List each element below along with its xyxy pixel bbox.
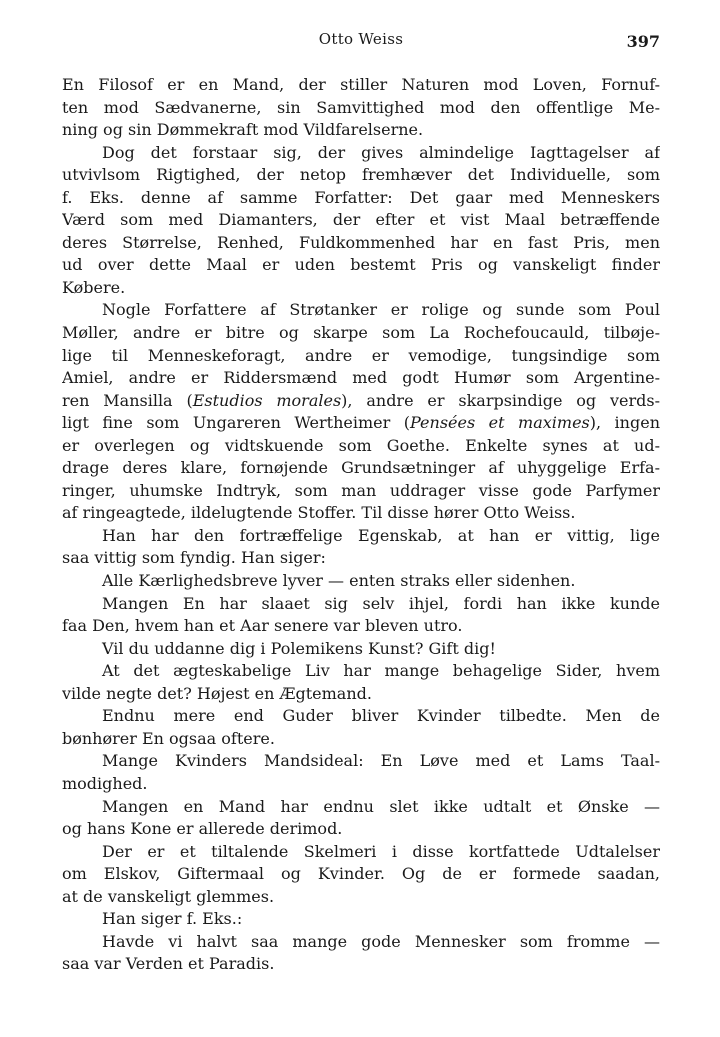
running-title: Otto Weiss xyxy=(318,30,404,48)
text-line: utvivlsom Rigtighed, der netop fremhæver det Individuelle, som xyxy=(62,165,660,185)
text-line: Købere. xyxy=(62,277,126,297)
text-line: saa vittig som fyndig. Han siger: xyxy=(62,548,326,568)
text-line: Endnu mere end Guder bliver Kvinder tilbedte. Men de xyxy=(102,706,660,726)
text-line: om Elskov, Giftermaal og Kvinder. Og de er formede saadan, xyxy=(62,864,660,884)
text-line: Alle Kærlighedsbreve lyver — enten straks eller sidenhen. xyxy=(102,571,576,591)
text-line: Mangen En har slaaet sig selv ihjel, fordi han ikke kunde xyxy=(102,593,660,613)
page-number: 397 xyxy=(626,32,660,51)
text-line: at de vanskeligt glemmes. xyxy=(62,886,275,906)
text-line: Værd som med Diamanters, der efter et vist Maal betræffende xyxy=(62,210,660,230)
text-line: ning og sin Dømmekraft mod Vildfarelserne. xyxy=(62,120,424,140)
text-line: saa var Verden et Paradis. xyxy=(62,954,275,974)
text-line: ten mod Sædvanerne, sin Samvittighed mod den offentlige Me- xyxy=(62,97,660,117)
text-line: ringer, uhumske Indtryk, som man uddrager visse gode Parfymer xyxy=(62,480,660,500)
text-line: Amiel, andre er Riddersmænd med godt Humør som Argentine- xyxy=(62,368,660,388)
text-line: bønhører En ogsaa oftere. xyxy=(62,728,275,748)
text-line: af ringeagtede, ildelugtende Stoffer. Til disse hører Otto Weiss. xyxy=(62,503,576,523)
text-line: faa Den, hvem han et Aar senere var bleven utro. xyxy=(62,616,463,636)
text-line: Mangen en Mand har endnu slet ikke udtalt et Ønske — xyxy=(102,796,660,816)
text-line: At det ægteskabelige Liv har mange behagelige Sider, hvem xyxy=(102,661,660,681)
text-line: Nogle Forfattere af Strøtanker er rolige og sunde som Poul xyxy=(102,300,660,320)
text-line: Havde vi halvt saa mange gode Mennesker som fromme — xyxy=(102,931,660,951)
text-line: Møller, andre er bitre og skarpe som La Rochefoucauld, tilbøje- xyxy=(62,323,660,343)
text-line: f. Eks. denne af samme Forfatter: Det gaar med Menneskers xyxy=(62,187,660,207)
body-text xyxy=(62,74,660,976)
text-line: ligt fine som Ungareren Wertheimer (Pensées et maximes), ingen xyxy=(62,413,660,433)
text-line: Han siger f. Eks.: xyxy=(102,909,243,929)
text-line: er overlegen og vidtskuende som Goethe. Enkelte synes at ud- xyxy=(62,435,660,455)
text-line: modighed. xyxy=(62,773,148,793)
page-header xyxy=(62,30,660,58)
text-line: drage deres klare, fornøjende Grundsætninger af uhyggelige Erfa- xyxy=(62,458,660,478)
text-line: Han har den fortræffelige Egenskab, at han er vittig, lige xyxy=(102,525,660,545)
text-line: lige til Menneskeforagt, andre er vemodige, tungsindige som xyxy=(62,345,660,365)
text-line: ud over dette Maal er uden bestemt Pris og vanskeligt finder xyxy=(62,255,660,275)
text-line: deres Størrelse, Renhed, Fuldkommenhed har en fast Pris, men xyxy=(62,232,660,252)
text-line: Vil du uddanne dig i Polemikens Kunst? Gift dig! xyxy=(102,638,496,658)
text-line: ren Mansilla (Estudios morales), andre er skarpsindige og verds- xyxy=(62,390,660,410)
text-line: Mange Kvinders Mandsideal: En Løve med et Lams Taal- xyxy=(102,751,660,771)
text-line: vilde negte det? Højest en Ægtemand. xyxy=(62,683,372,703)
text-line: Der er et tiltalende Skelmeri i disse kortfattede Udtalelser xyxy=(102,841,660,861)
text-line: og hans Kone er allerede derimod. xyxy=(62,819,343,839)
text-line: En Filosof er en Mand, der stiller Naturen mod Loven, Fornuf- xyxy=(62,75,660,94)
text-line: Dog det forstaar sig, der gives almindelige Iagttagelser af xyxy=(102,142,660,162)
